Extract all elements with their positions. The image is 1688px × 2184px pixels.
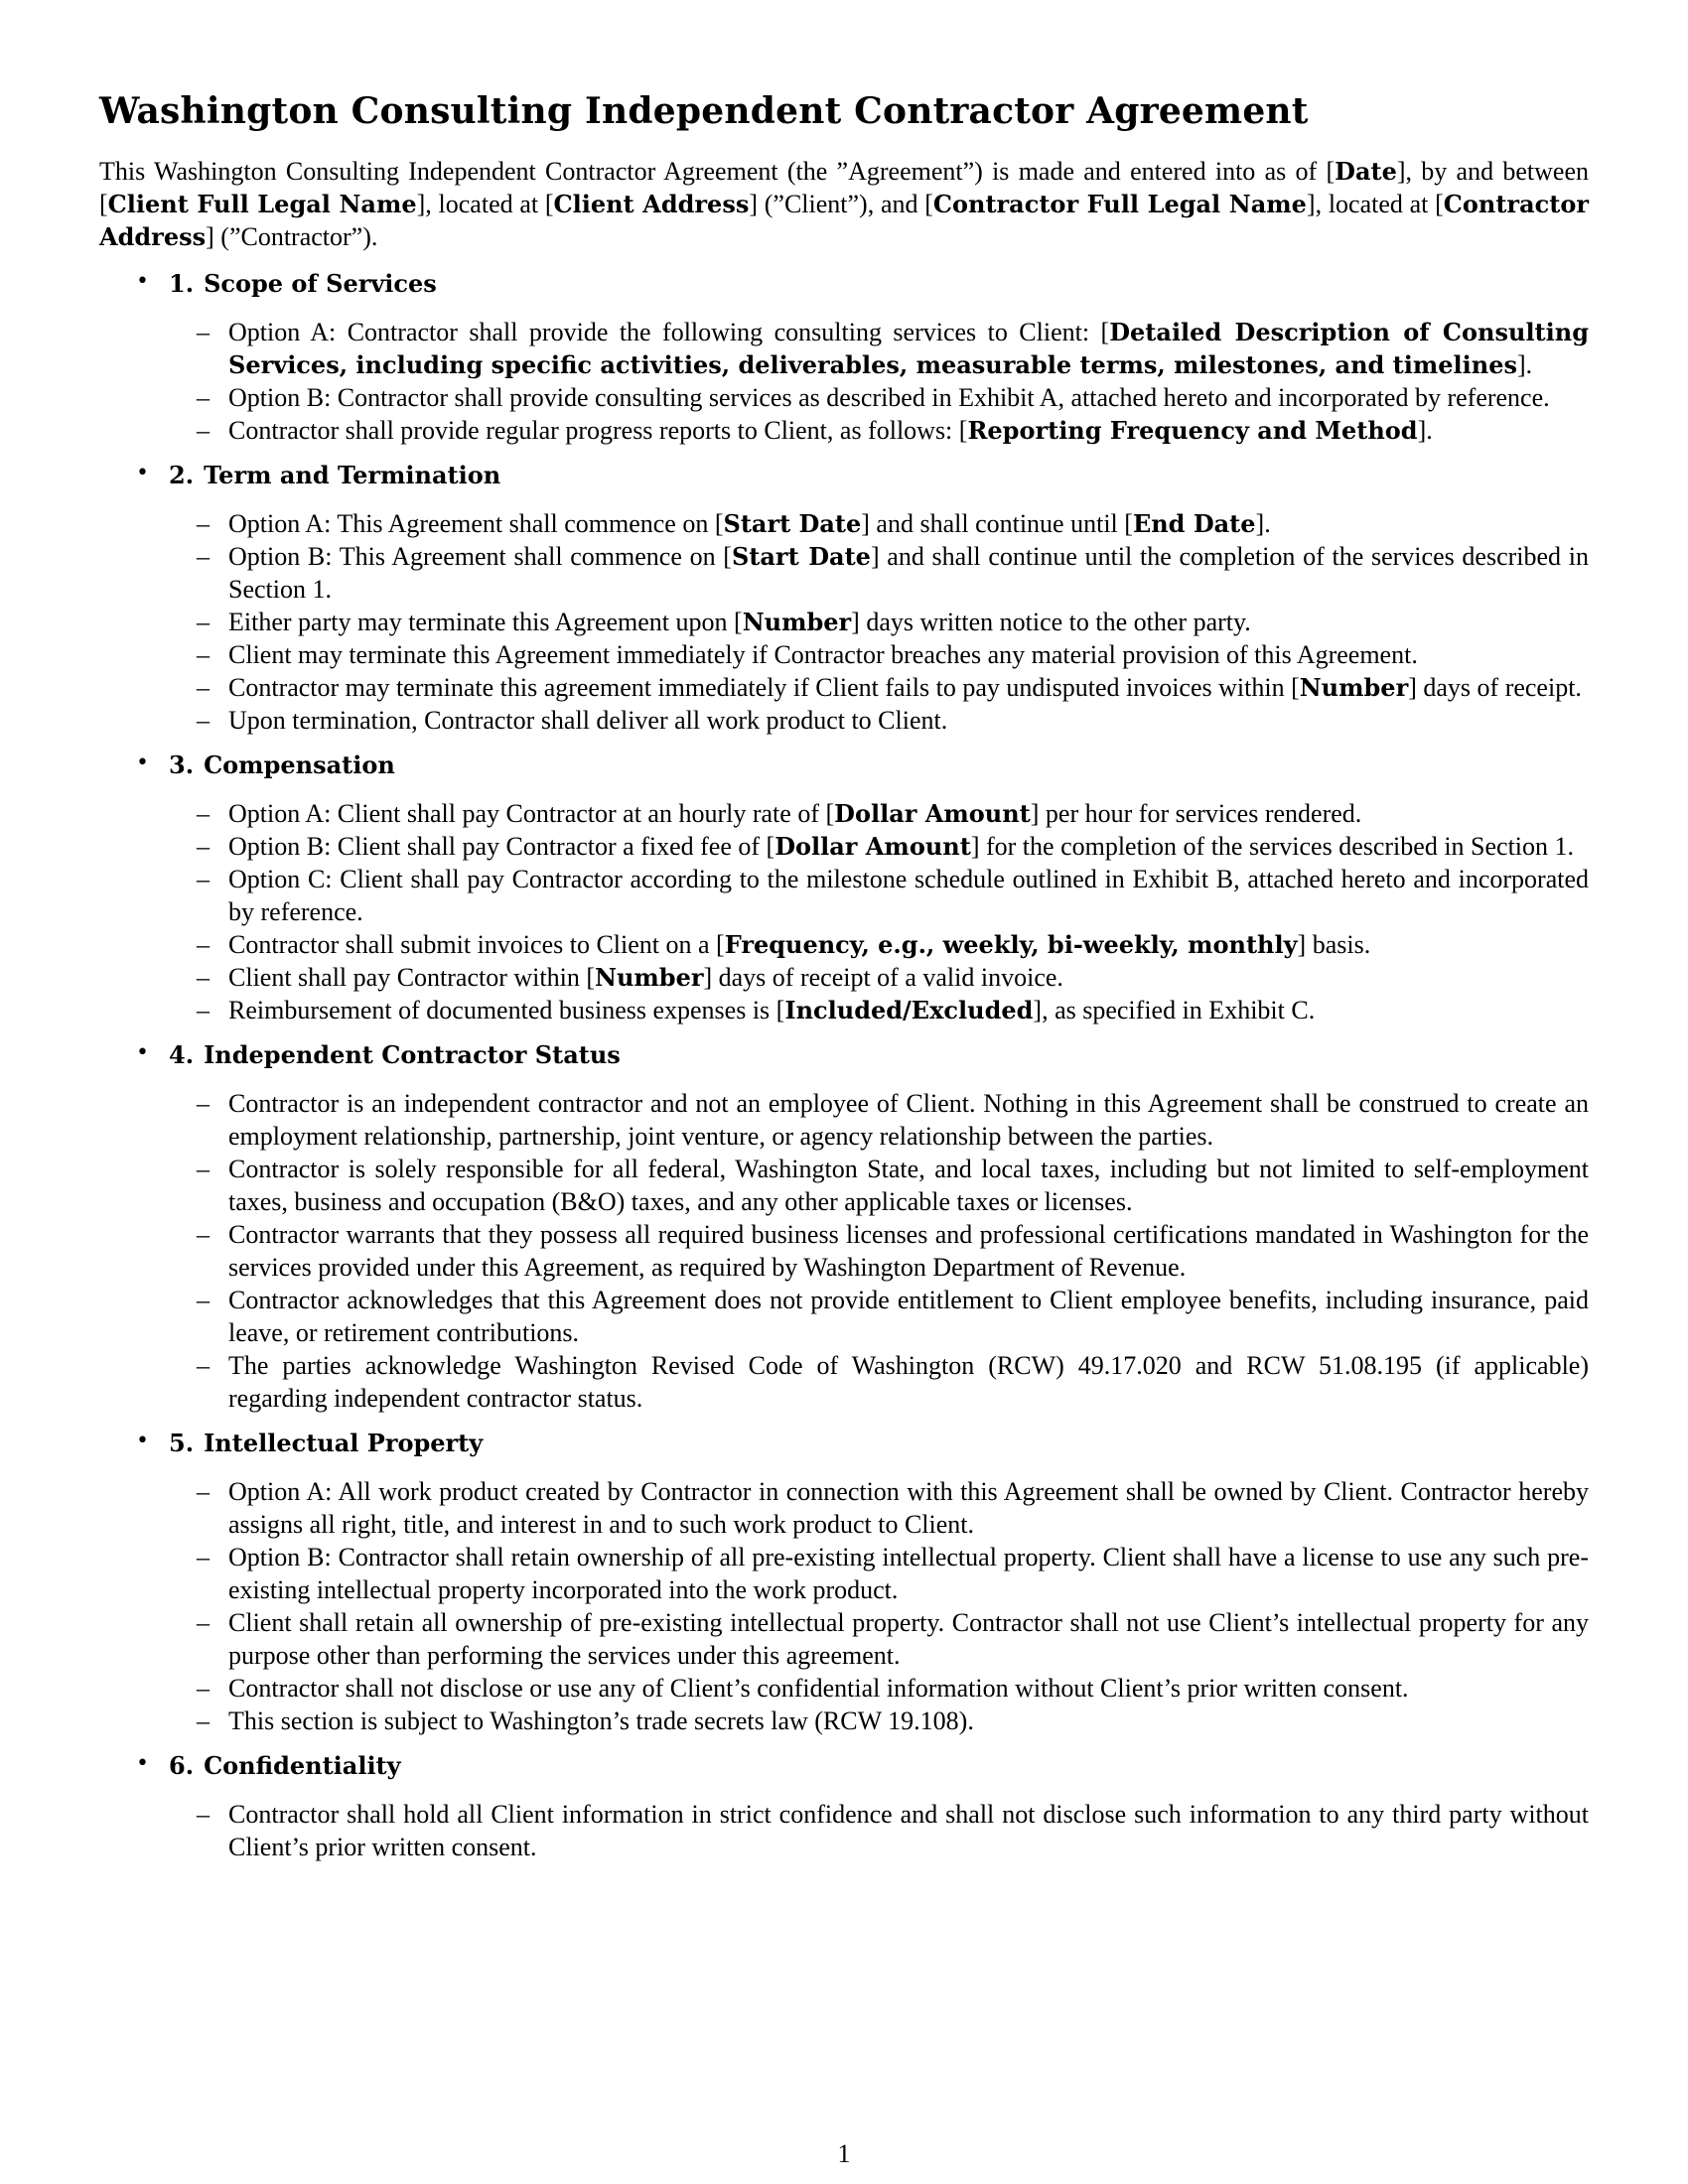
list-item: [169, 414, 1589, 447]
section-items: [169, 1087, 1589, 1415]
section-number: 6.: [169, 1751, 195, 1780]
section-3: [99, 749, 1589, 1026]
list-item: [169, 606, 1589, 638]
text-run: Option B: Contractor shall retain ownership of all pre-existing intellectual property. Client shall have a license to use any such pre-existing intellectual property incorporated into the work product.: [228, 1543, 1589, 1604]
section-title: Scope of Services: [204, 269, 437, 298]
placeholder-field: Detailed Description of Consulting Services, including specific activities, deliverables, measurable terms, milestones, and timelines: [228, 318, 1589, 379]
text-run: The parties acknowledge Washington Revised Code of Washington (RCW) 49.17.020 and RCW 51.08.195 (if applicable) regarding independent contractor status.: [228, 1351, 1589, 1413]
text-run: ] for the completion of the services described in Section 1.: [970, 832, 1575, 861]
section-items: [169, 797, 1589, 1026]
text-run: This section is subject to Washington’s trade secrets law (RCW 19.108).: [228, 1706, 974, 1735]
section-number: 3.: [169, 751, 195, 779]
text-run: Option B: This Agreement shall commence on [: [228, 542, 732, 571]
text-run: Client shall retain all ownership of pre-existing intellectual property. Contractor shall not use Client’s intellectual property for any purpose other than performing the services under this agreement.: [228, 1608, 1589, 1670]
page-number: 1: [837, 2139, 851, 2168]
text-run: Option A: All work product created by Contractor in connection with this Agreement shall be owned by Client. Contractor hereby assigns all right, title, and interest in and to such work product to Client.: [228, 1477, 1589, 1539]
section-6: [99, 1749, 1589, 1863]
text-run: ] days written notice to the other party.: [851, 608, 1251, 636]
text-run: Contractor may terminate this agreement immediately if Client fails to pay undisputed invoices within [: [228, 673, 1300, 702]
list-item: [169, 1349, 1589, 1415]
placeholder-field: Dollar Amount: [834, 799, 1031, 828]
section-items: [169, 507, 1589, 737]
list-item: [169, 1672, 1589, 1705]
list-item: [169, 671, 1589, 704]
section-1: [99, 267, 1589, 447]
text-run: Option A: Client shall pay Contractor at an hourly rate of [: [228, 799, 835, 828]
section-number: 4.: [169, 1040, 195, 1069]
section-items: [169, 316, 1589, 447]
section-title: Term and Termination: [204, 461, 501, 489]
list-item: [169, 830, 1589, 863]
placeholder-field: Contractor Address: [99, 190, 1589, 251]
sections-list: [99, 267, 1589, 1863]
text-run: ].: [1255, 509, 1271, 538]
placeholder-field: Client Address: [553, 190, 750, 218]
section-5: [99, 1427, 1589, 1737]
text-run: ], located at [: [416, 190, 554, 218]
placeholder-field: Contractor Full Legal Name: [932, 190, 1307, 218]
section-title: Compensation: [204, 751, 395, 779]
text-run: ] basis.: [1297, 930, 1371, 959]
section-heading: [169, 749, 1589, 781]
text-run: Contractor shall hold all Client information in strict confidence and shall not disclose such information to any third party without Client’s prior written consent.: [228, 1800, 1589, 1861]
section-title: Confidentiality: [204, 1751, 401, 1780]
text-run: Option B: Contractor shall provide consulting services as described in Exhibit A, attached hereto and incorporated by reference.: [228, 383, 1550, 412]
text-run: ], as specified in Exhibit C.: [1033, 996, 1316, 1024]
text-run: Either party may terminate this Agreement upon [: [228, 608, 743, 636]
text-run: Option C: Client shall pay Contractor according to the milestone schedule outlined in Exhibit B, attached hereto and incorporated by reference.: [228, 865, 1589, 926]
list-item: [169, 1475, 1589, 1541]
list-item: [169, 797, 1589, 830]
list-item: [169, 1798, 1589, 1863]
section-number: 1.: [169, 269, 195, 298]
section-number: 5.: [169, 1429, 195, 1457]
list-item: [169, 1541, 1589, 1606]
placeholder-field: Number: [742, 608, 852, 636]
text-run: Contractor shall provide regular progress reports to Client, as follows: [: [228, 416, 968, 445]
document-title: Washington Consulting Independent Contractor Agreement: [99, 90, 1309, 132]
text-run: ] and shall continue until the completion of the services described in Section 1.: [228, 542, 1589, 604]
section-number: 2.: [169, 461, 195, 489]
placeholder-field: Dollar Amount: [774, 832, 971, 861]
text-run: ] days of receipt of a valid invoice.: [703, 963, 1063, 992]
text-run: Contractor is an independent contractor and not an employee of Client. Nothing in this Agreement shall be construed to create an employment relationship, partnership, joint venture, or agency relationship between the parties.: [228, 1089, 1589, 1151]
text-run: Upon termination, Contractor shall deliver all work product to Client.: [228, 706, 948, 735]
text-run: ].: [1517, 350, 1533, 379]
list-item: [169, 1087, 1589, 1153]
placeholder-field: Date: [1335, 157, 1397, 186]
placeholder-field: Reporting Frequency and Method: [967, 416, 1418, 445]
list-item: [169, 863, 1589, 928]
list-item: [169, 1705, 1589, 1737]
section-2: [99, 459, 1589, 737]
text-run: ], located at [: [1306, 190, 1444, 218]
list-item: [169, 961, 1589, 994]
text-run: Contractor shall not disclose or use any of Client’s confidential information without Client’s prior written consent.: [228, 1674, 1409, 1703]
section-heading: [169, 267, 1589, 300]
text-run: Reimbursement of documented business expenses is [: [228, 996, 785, 1024]
placeholder-field: Frequency, e.g., weekly, bi-weekly, monthly: [724, 930, 1298, 959]
section-heading: [169, 1427, 1589, 1459]
document-page: [99, 89, 1589, 1875]
text-run: Client may terminate this Agreement immediately if Contractor breaches any material provision of this Agreement.: [228, 640, 1418, 669]
section-heading: [169, 1749, 1589, 1782]
list-item: [169, 928, 1589, 961]
placeholder-field: Number: [1299, 673, 1409, 702]
placeholder-field: Number: [595, 963, 704, 992]
text-run: Contractor warrants that they possess all required business licenses and professional certifications mandated in Washington for the services provided under this Agreement, as required by Washington Department of Revenue.: [228, 1220, 1589, 1282]
text-run: Contractor shall submit invoices to Client on a [: [228, 930, 725, 959]
list-item: [169, 704, 1589, 737]
placeholder-field: Start Date: [723, 509, 862, 538]
text-run: ] days of receipt.: [1408, 673, 1582, 702]
list-item: [169, 1606, 1589, 1672]
section-title: Intellectual Property: [204, 1429, 484, 1457]
text-run: ] per hour for services rendered.: [1030, 799, 1362, 828]
list-item: [169, 316, 1589, 381]
section-heading: [169, 459, 1589, 491]
text-run: Option A: This Agreement shall commence on [: [228, 509, 724, 538]
placeholder-field: Start Date: [731, 542, 871, 571]
list-item: [169, 994, 1589, 1026]
text-run: This Washington Consulting Independent Contractor Agreement (the ”Agreement”) is made and entered into as of [: [99, 157, 1336, 186]
list-item: [169, 381, 1589, 414]
text-run: ].: [1417, 416, 1433, 445]
text-run: Client shall pay Contractor within [: [228, 963, 595, 992]
text-run: Option A: Contractor shall provide the following consulting services to Client: [: [228, 318, 1110, 346]
section-heading: [169, 1038, 1589, 1071]
text-run: Contractor is solely responsible for all federal, Washington State, and local taxes, including but not limited to self-employment taxes, business and occupation (B&O) taxes, and any other applicable taxes or licenses.: [228, 1155, 1589, 1216]
list-item: [169, 1218, 1589, 1284]
section-title: Independent Contractor Status: [204, 1040, 621, 1069]
list-item: [169, 540, 1589, 606]
list-item: [169, 507, 1589, 540]
text-run: ], by and between [: [99, 157, 1589, 218]
placeholder-field: Included/Excluded: [784, 996, 1034, 1024]
section-items: [169, 1475, 1589, 1737]
intro-paragraph: [99, 155, 1589, 253]
placeholder-field: Client Full Legal Name: [107, 190, 417, 218]
section-items: [169, 1798, 1589, 1863]
list-item: [169, 638, 1589, 671]
text-run: ] (”Client”), and [: [749, 190, 933, 218]
placeholder-field: End Date: [1132, 509, 1256, 538]
text-run: ] (”Contractor”).: [206, 222, 378, 251]
text-run: Option B: Client shall pay Contractor a fixed fee of [: [228, 832, 775, 861]
text-run: ] and shall continue until [: [861, 509, 1133, 538]
section-4: [99, 1038, 1589, 1415]
list-item: [169, 1284, 1589, 1349]
text-run: Contractor acknowledges that this Agreement does not provide entitlement to Client employee benefits, including insurance, paid leave, or retirement contributions.: [228, 1286, 1589, 1347]
list-item: [169, 1153, 1589, 1218]
